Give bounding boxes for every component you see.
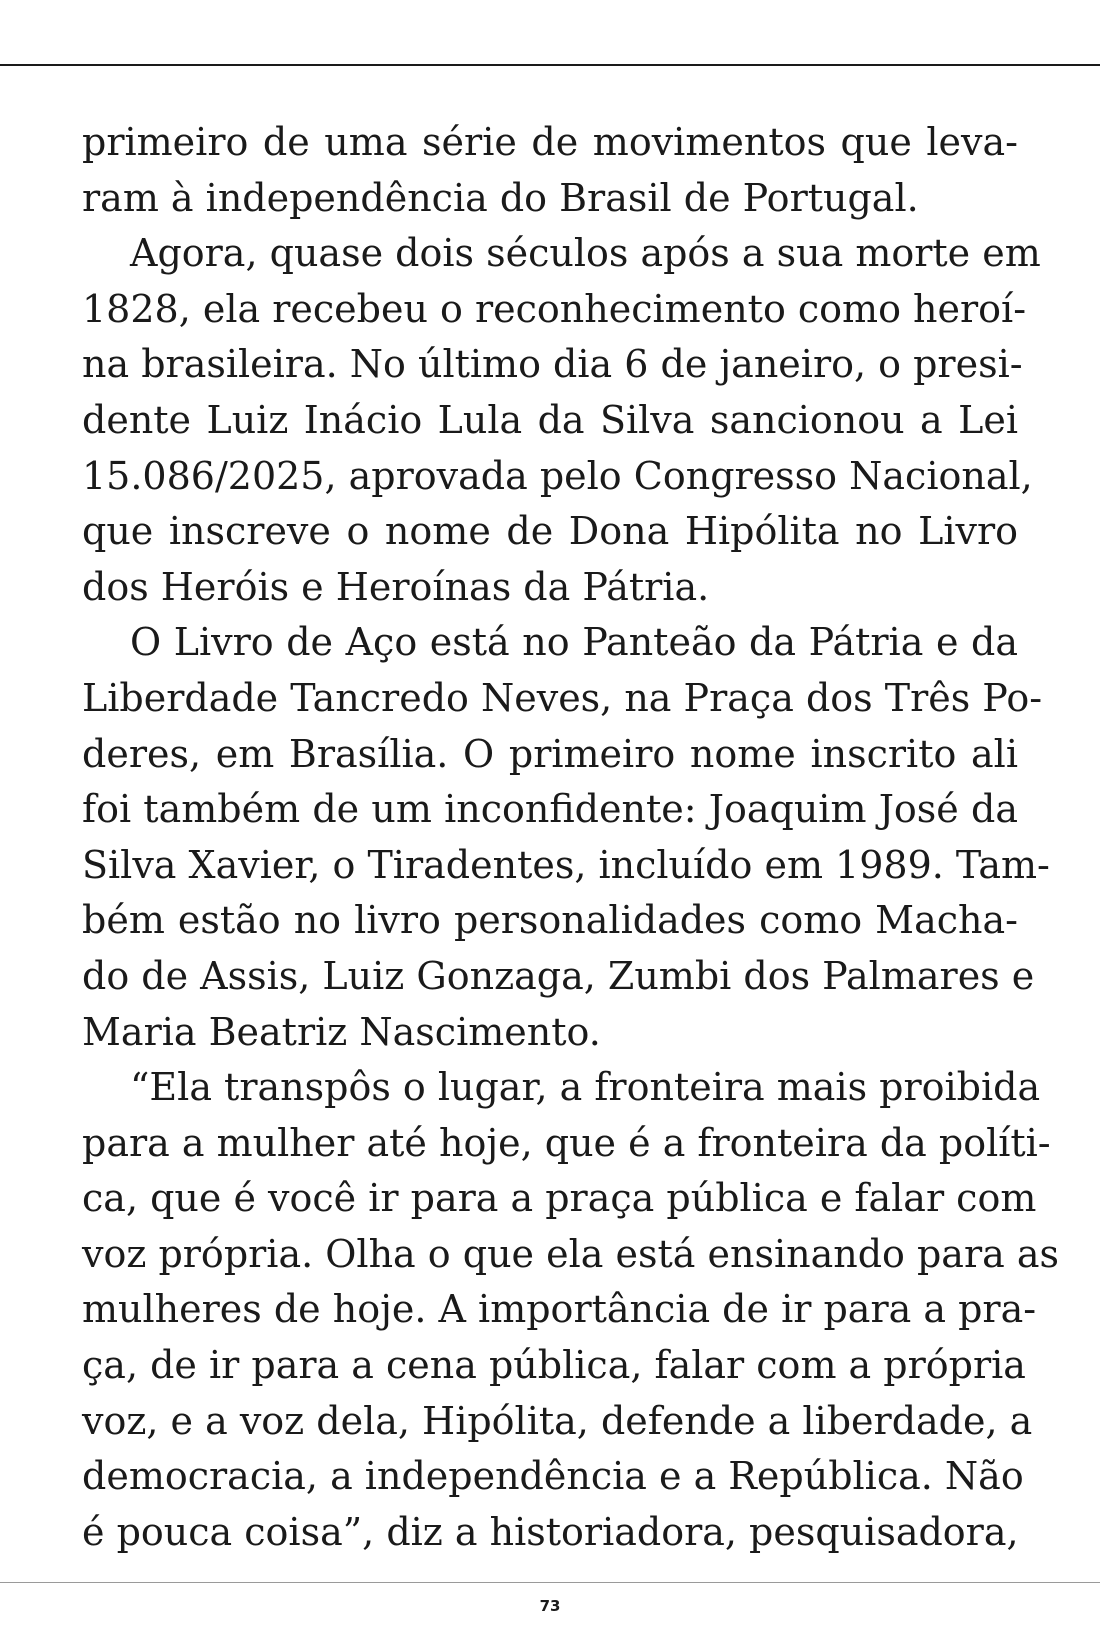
text-line: Maria Beatriz Nascimento.: [82, 1009, 601, 1054]
text-line: é pouca coisa”, diz a historiadora, pesquisadora,: [82, 1509, 1019, 1554]
text-line: democracia, a independência e a República. Não: [82, 1454, 1024, 1499]
text-line: Silva Xavier, o Tiradentes, incluído em 1989. Tam-: [82, 842, 1050, 887]
text-line: voz própria. Olha o que ela está ensinando para as: [82, 1231, 1060, 1276]
text-line: na brasileira. No último dia 6 de janeiro, o presi-: [82, 342, 1023, 387]
text-line: bém estão no livro personalidades como Macha-: [82, 898, 1018, 943]
text-line: que inscreve o nome de Dona Hipólita no Livro: [82, 509, 1018, 554]
paragraph: [82, 615, 1050, 1060]
text-line: 15.086/2025, aprovada pelo Congresso Nacional,: [82, 453, 1033, 498]
text-line: primeiro de uma série de movimentos que leva-: [82, 120, 1018, 164]
text-line: O Livro de Aço está no Panteão da Pátria e da: [130, 620, 1018, 665]
paragraph: [82, 226, 1041, 615]
text-line: dente Luiz Inácio Lula da Silva sancionou a Lei: [82, 397, 1018, 442]
text-line: mulheres de hoje. A importância de ir para a pra-: [82, 1287, 1037, 1332]
text-line: Liberdade Tancredo Neves, na Praça dos Três Po-: [82, 675, 1043, 720]
text-line: ça, de ir para a cena pública, falar com a própria: [82, 1343, 1026, 1388]
text-line: para a mulher até hoje, que é a fronteira da políti-: [82, 1120, 1051, 1165]
paragraph: [82, 1060, 1060, 1560]
text-line: do de Assis, Luiz Gonzaga, Zumbi dos Palmares e: [82, 953, 1035, 998]
text-line: ram à independência do Brasil de Portugal.: [82, 175, 919, 220]
paragraph: [82, 115, 1018, 226]
text-line: foi também de um inconfidente: Joaquim José da: [82, 787, 1018, 832]
text-line: dos Heróis e Heroínas da Pátria.: [82, 564, 710, 609]
text-line: deres, em Brasília. O primeiro nome inscrito ali: [82, 731, 1018, 776]
text-line: “Ela transpôs o lugar, a fronteira mais proibida: [130, 1065, 1041, 1110]
text-line: Agora, quase dois séculos após a sua morte em: [130, 231, 1041, 276]
text-line: ca, que é você ir para a praça pública e falar com: [82, 1176, 1037, 1221]
text-line: 1828, ela recebeu o reconhecimento como heroí-: [82, 286, 1027, 331]
top-rule: [0, 64, 1100, 66]
text-line: voz, e a voz dela, Hipólita, defende a liberdade, a: [82, 1398, 1033, 1443]
body-text: [82, 115, 1060, 1560]
bottom-rule: [0, 1582, 1100, 1583]
page-number: 73: [539, 1597, 561, 1615]
